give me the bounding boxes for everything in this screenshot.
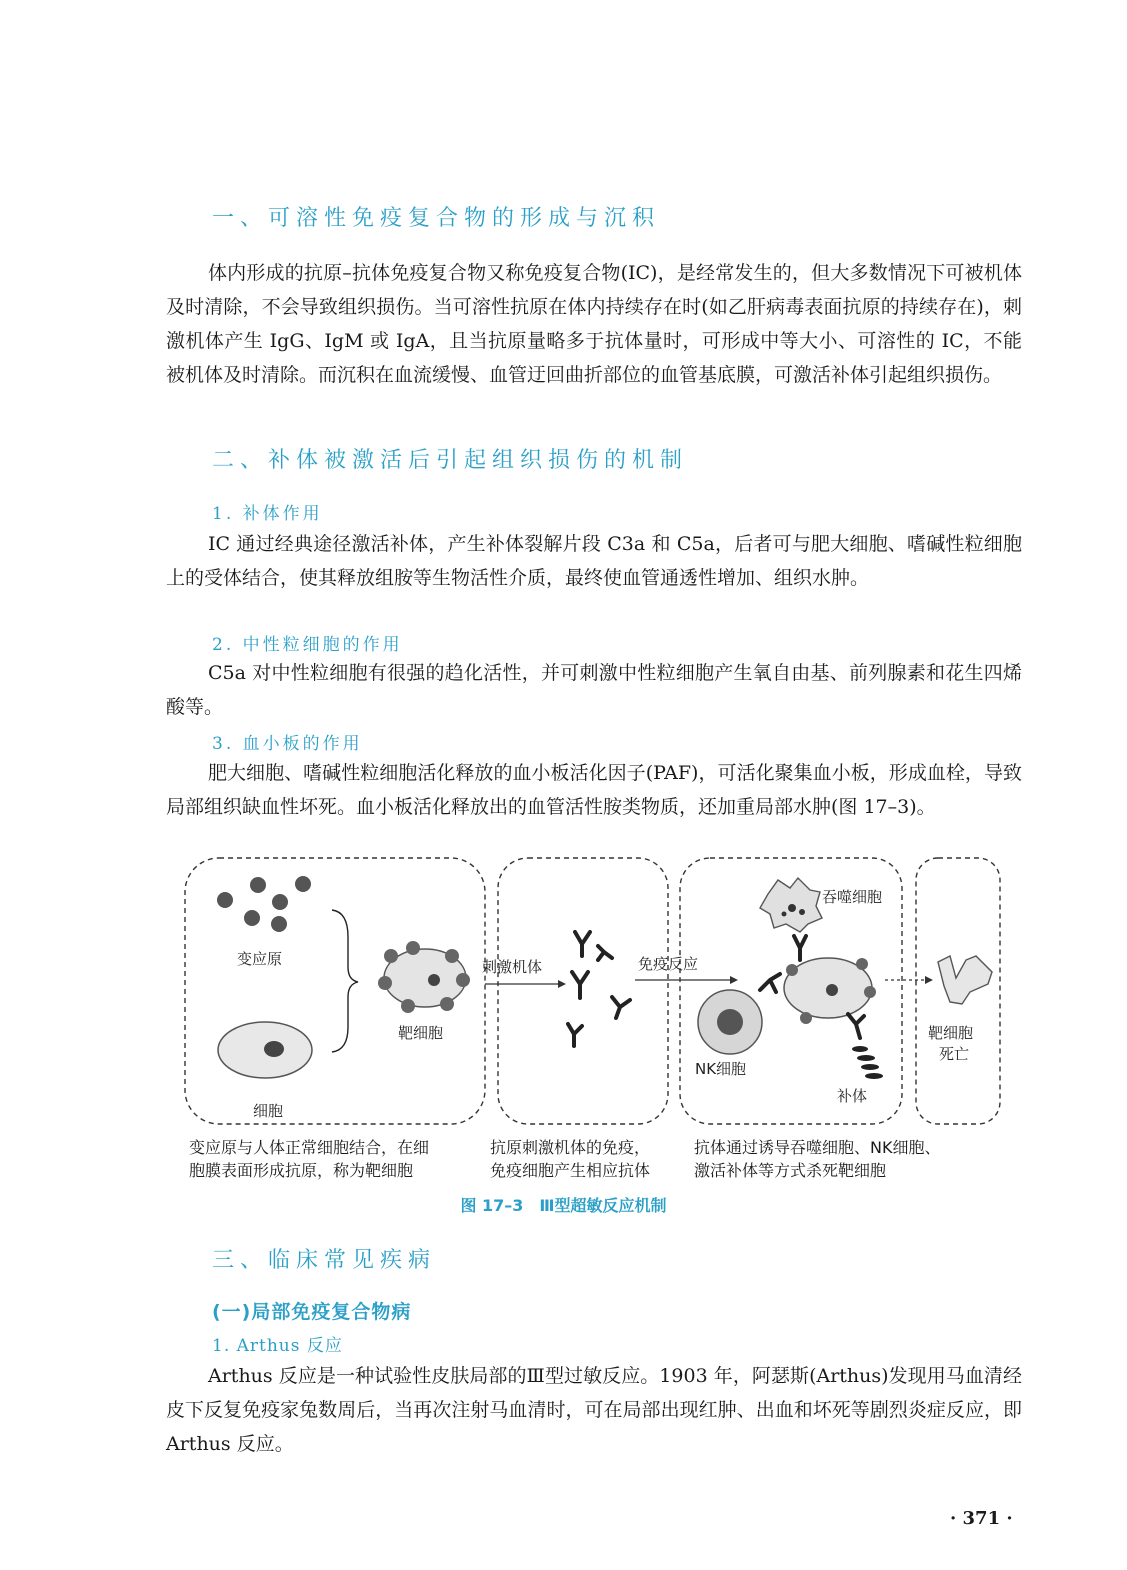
item-title-arthus: 1. Arthus 反应 xyxy=(212,1336,343,1356)
brace xyxy=(332,910,358,1052)
label-stimulate: 刺激机体 xyxy=(482,958,543,976)
section-heading-1: 一、可溶性免疫复合物的形成与沉积 xyxy=(212,206,661,231)
item-text-arthus: Arthus 反应是一种试验性皮肤局部的Ⅲ型过敏反应。1903 年，阿瑟斯(Arthus)发现用马血清经皮下反复免疫家兔数周后，当再次注射马血清时，可在局部出现红肿、出血和坏死等剧烈炎症反应，即 Arthus 反应。 xyxy=(166,1365,1022,1455)
item-title-neutrophil: 2. 中性粒细胞的作用 xyxy=(212,635,403,655)
section-1-paragraph: 体内形成的抗原–抗体免疫复合物又称免疫复合物(IC)，是经常发生的，但大多数情况下可被机体及时清除，不会导致组织损伤。当可溶性抗原在体内持续存在时(如乙肝病毒表面抗原的持续存在)，刺激机体产生 IgG、IgM 或 IgA，且当抗原量略多于抗体量时，可形成中等大小、可溶性的 IC，不能被机体及时清除。而沉积在血流缓慢、血管迂回曲折部位的血管基底膜，可激活补体引起组织损伤。 xyxy=(166,262,1022,386)
label-cell: 细胞 xyxy=(253,1102,284,1120)
item-title-platelet: 3. 血小板的作用 xyxy=(212,734,363,754)
item-title-complement: 1. 补体作用 xyxy=(212,504,323,524)
label-target-death-1: 靶细胞 xyxy=(928,1024,974,1042)
dead-target-cell xyxy=(938,956,992,1004)
antibody-group xyxy=(568,932,630,1046)
complement-fragments xyxy=(852,1046,883,1079)
attacked-target-cell xyxy=(784,958,876,1024)
figure-title: 图 17–3 Ⅲ型超敏反应机制 xyxy=(460,1196,667,1215)
target-cell xyxy=(378,941,470,1013)
section-heading-2: 二、补体被激活后引起组织损伤的机制 xyxy=(212,448,689,473)
subheading-local-ic-disease: (一)局部免疫复合物病 xyxy=(212,1301,412,1323)
figure-caption-1: 变应原与人体正常细胞结合，在细 胞膜表面形成抗原，称为靶细胞 xyxy=(189,1138,430,1180)
panel-2 xyxy=(498,858,668,1124)
item-text-platelet: 肥大细胞、嗜碱性粒细胞活化释放的血小板活化因子(PAF)，可活化聚集血小板，形成血栓，导致局部组织缺血性坏死。血小板活化释放出的血管活性胺类物质，还加重局部水肿(图 17–3)。 xyxy=(166,762,1022,818)
item-text-neutrophil: C5a 对中性粒细胞有很强的趋化活性，并可刺激中性粒细胞产生氧自由基、前列腺素和花生四烯酸等。 xyxy=(166,662,1022,718)
figure-caption-3: 抗体通过诱导吞噬细胞、NK细胞、 激活补体等方式杀死靶细胞 xyxy=(694,1138,941,1180)
nk-cell xyxy=(698,990,762,1054)
label-immune-response: 免疫反应 xyxy=(638,955,699,973)
label-target-death-2: 死亡 xyxy=(939,1045,970,1063)
label-phagocyte: 吞噬细胞 xyxy=(822,888,883,906)
figure-diagram xyxy=(180,852,1010,1132)
page-number: · 371 · xyxy=(950,1508,1013,1529)
label-target-cell: 靶细胞 xyxy=(398,1024,444,1042)
section-heading-3: 三、临床常见疾病 xyxy=(212,1248,437,1273)
label-allergen: 变应原 xyxy=(237,950,283,968)
allergen-particles xyxy=(217,876,311,932)
label-complement: 补体 xyxy=(837,1087,868,1105)
label-nk-cell: NK细胞 xyxy=(695,1060,747,1078)
item-text-complement: IC 通过经典途径激活补体，产生补体裂解片段 C3a 和 C5a，后者可与肥大细胞、嗜碱性粒细胞上的受体结合，使其释放组胺等生物活性介质，最终使血管通透性增加、组织水肿。 xyxy=(166,533,1022,589)
figure-caption-2: 抗原刺激机体的免疫， 免疫细胞产生相应抗体 xyxy=(490,1138,651,1180)
